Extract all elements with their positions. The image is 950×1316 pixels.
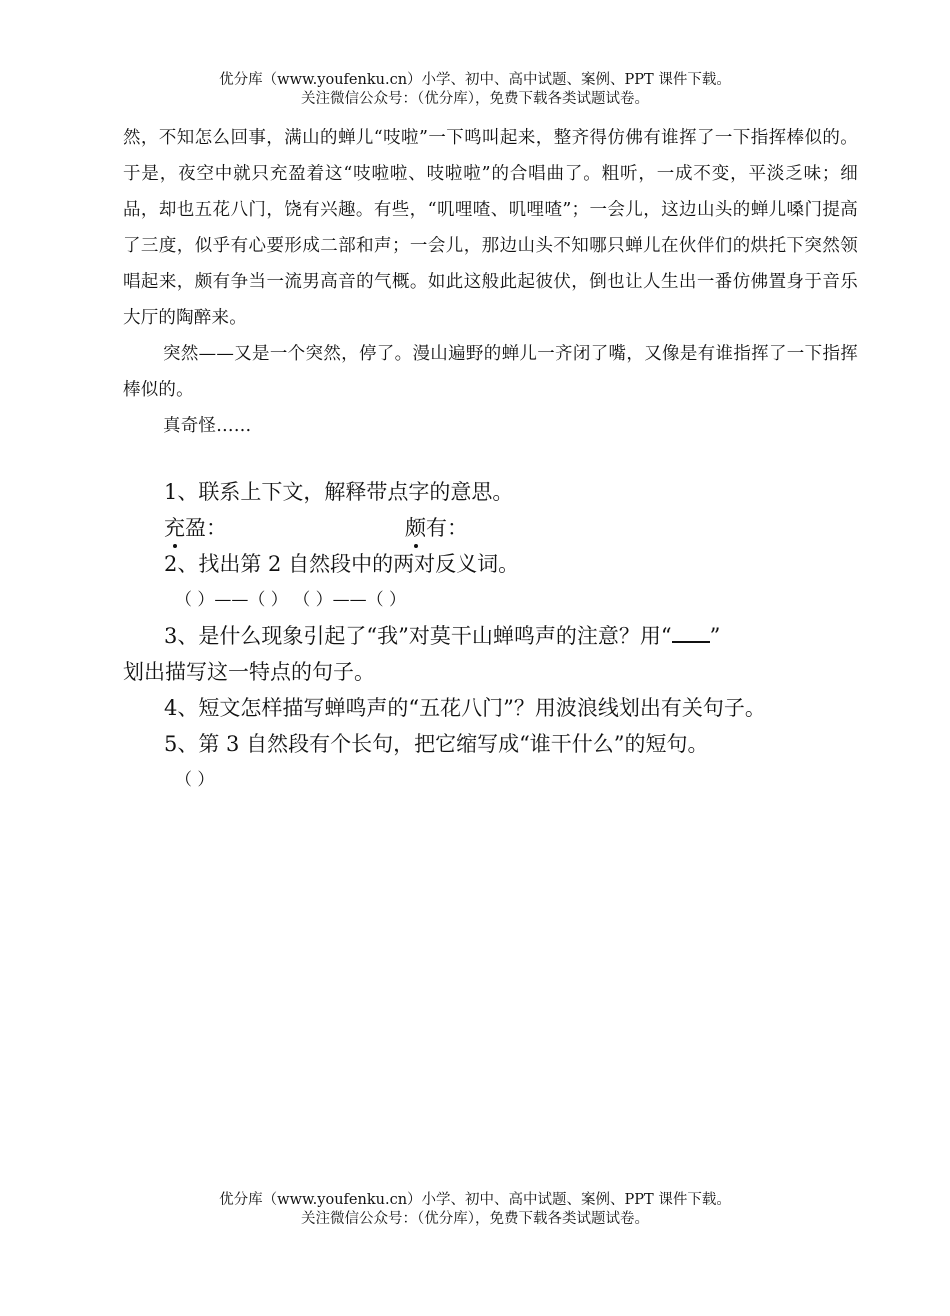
term-chongying bbox=[164, 516, 227, 540]
question-3-text: 3、是什么现象引起了“我”对莫干山蝉鸣声的注意？用“ bbox=[164, 624, 672, 648]
question-5-answer-blank[interactable]: （ ） bbox=[175, 770, 215, 790]
reading-passage bbox=[123, 120, 858, 444]
footer-line-1: 优分库（www.youfenku.cn）小学、初中、高中试题、案例、PPT 课件下载。 bbox=[219, 1192, 731, 1208]
term-poyou bbox=[405, 510, 468, 546]
term-poyou-rest: 有： bbox=[426, 516, 468, 540]
dotted-char-po: 颇 bbox=[405, 510, 426, 546]
question-3-quote-close: ” bbox=[709, 624, 721, 648]
page-header bbox=[0, 71, 950, 109]
question-5: 5、第 3 自然段有个长句，把它缩写成“谁干什么”的短句。 bbox=[164, 732, 709, 756]
passage-paragraph-2: 突然——又是一个突然，停了。漫山遍野的蝉儿一齐闭了嘴，又像是有谁指挥了一下指挥棒似的。 bbox=[123, 344, 858, 400]
question-2-answer-blanks[interactable]: （ ）——（ ） （ ）——（ ） bbox=[175, 590, 407, 610]
question-4: 4、短文怎样描写蝉鸣声的“五花八门”？用波浪线划出有关句子。 bbox=[164, 696, 766, 720]
footer-line-2: 关注微信公众号：（优分库），免费下载各类试题试卷。 bbox=[301, 1211, 649, 1227]
term-chongying-rest: 盈： bbox=[185, 516, 227, 540]
question-1-terms bbox=[123, 510, 883, 546]
underline-symbol bbox=[672, 621, 710, 643]
question-3 bbox=[123, 618, 883, 654]
header-line-1: 优分库（www.youfenku.cn）小学、初中、高中试题、案例、PPT 课件下载。 bbox=[219, 72, 731, 88]
question-section bbox=[123, 474, 883, 798]
dotted-char-chong: 充 bbox=[164, 510, 185, 546]
question-2: 2、找出第 2 自然段中的两对反义词。 bbox=[164, 552, 520, 576]
passage-paragraph-3: 真奇怪…… bbox=[163, 416, 252, 436]
question-1: 1、联系上下文，解释带点字的意思。 bbox=[164, 480, 514, 504]
page-footer bbox=[0, 1191, 950, 1229]
passage-paragraph-1: 然，不知怎么回事，满山的蝉儿“吱啦”一下鸣叫起来，整齐得仿佛有谁挥了一下指挥棒似的。于是，夜空中就只充盈着这“吱啦啦、吱啦啦”的合唱曲了。粗听，一成不变，平淡乏味；细品，却也五花八门，饶有兴趣。有些，“叽哩喳、叽哩喳”；一会儿，这边山头的蝉儿嗓门提高了三度，似乎有心要形成二部和声；一会儿，那边山头不知哪只蝉儿在伙伴们的烘托下突然领唱起来，颇有争当一流男高音的气概。如此这般此起彼伏，倒也让人生出一番仿佛置身于音乐大厅的陶醉来。 bbox=[123, 128, 858, 328]
question-3-continued: 划出描写这一特点的句子。 bbox=[123, 660, 375, 684]
header-line-2: 关注微信公众号：（优分库），免费下载各类试题试卷。 bbox=[301, 91, 649, 107]
